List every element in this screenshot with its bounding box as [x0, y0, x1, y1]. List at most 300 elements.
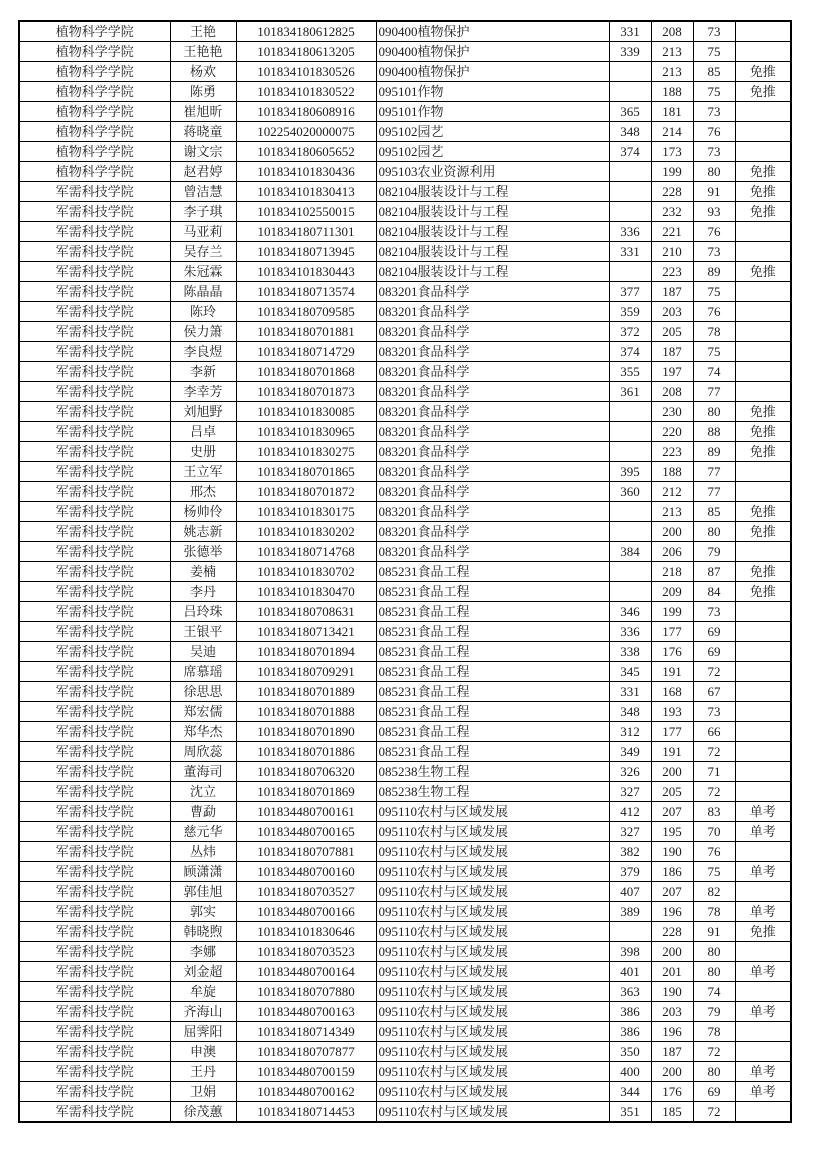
cell-candidate-id: 101834101830443 [236, 262, 376, 282]
cell-program: 082104服装设计与工程 [376, 262, 609, 282]
cell-program: 095110农村与区域发展 [376, 1022, 609, 1042]
cell-college: 植物科学学院 [19, 62, 170, 82]
cell-program: 095110农村与区域发展 [376, 1062, 609, 1082]
cell-remark [735, 742, 791, 762]
cell-score-2: 201 [651, 962, 693, 982]
cell-remark [735, 662, 791, 682]
cell-remark: 免推 [735, 522, 791, 542]
cell-score-1: 374 [609, 142, 651, 162]
cell-score-1: 336 [609, 222, 651, 242]
cell-name: 陈晶晶 [170, 282, 236, 302]
table-row [19, 102, 791, 122]
cell-remark: 单考 [735, 962, 791, 982]
cell-program: 085231食品工程 [376, 722, 609, 742]
cell-college: 军需科技学院 [19, 582, 170, 602]
table-body [19, 21, 791, 1122]
cell-candidate-id: 101834180701865 [236, 462, 376, 482]
cell-college: 军需科技学院 [19, 422, 170, 442]
cell-candidate-id: 101834180714453 [236, 1102, 376, 1123]
cell-score-1: 398 [609, 942, 651, 962]
cell-college: 军需科技学院 [19, 842, 170, 862]
table-row [19, 362, 791, 382]
cell-program: 085231食品工程 [376, 582, 609, 602]
cell-score-3: 91 [693, 922, 735, 942]
cell-score-2: 230 [651, 402, 693, 422]
cell-college: 植物科学学院 [19, 142, 170, 162]
cell-remark: 免推 [735, 162, 791, 182]
cell-name: 申澳 [170, 1042, 236, 1062]
cell-candidate-id: 101834180713574 [236, 282, 376, 302]
cell-score-1: 336 [609, 622, 651, 642]
cell-candidate-id: 101834180707880 [236, 982, 376, 1002]
cell-remark [735, 102, 791, 122]
cell-candidate-id: 101834480700164 [236, 962, 376, 982]
cell-remark: 免推 [735, 62, 791, 82]
cell-program: 083201食品科学 [376, 522, 609, 542]
cell-remark [735, 342, 791, 362]
cell-score-1 [609, 582, 651, 602]
cell-name: 韩晓煦 [170, 922, 236, 942]
cell-program: 095102园艺 [376, 142, 609, 162]
cell-name: 徐思思 [170, 682, 236, 702]
cell-score-2: 221 [651, 222, 693, 242]
cell-remark [735, 642, 791, 662]
table-row [19, 922, 791, 942]
cell-program: 085231食品工程 [376, 642, 609, 662]
cell-program: 090400植物保护 [376, 62, 609, 82]
cell-score-2: 191 [651, 662, 693, 682]
cell-score-2: 188 [651, 462, 693, 482]
table-row [19, 482, 791, 502]
cell-score-1: 355 [609, 362, 651, 382]
cell-program: 083201食品科学 [376, 342, 609, 362]
cell-score-1 [609, 442, 651, 462]
table-row [19, 862, 791, 882]
cell-name: 徐茂蕙 [170, 1102, 236, 1123]
cell-college: 军需科技学院 [19, 742, 170, 762]
cell-score-2: 190 [651, 842, 693, 862]
table-row [19, 42, 791, 62]
cell-name: 李新 [170, 362, 236, 382]
table-row [19, 562, 791, 582]
cell-score-1: 349 [609, 742, 651, 762]
cell-score-1: 361 [609, 382, 651, 402]
cell-program: 083201食品科学 [376, 422, 609, 442]
cell-score-3: 73 [693, 242, 735, 262]
cell-candidate-id: 101834180713945 [236, 242, 376, 262]
cell-score-2: 205 [651, 782, 693, 802]
table-row [19, 682, 791, 702]
cell-score-3: 69 [693, 622, 735, 642]
cell-remark: 单考 [735, 862, 791, 882]
table-row [19, 142, 791, 162]
cell-score-1 [609, 522, 651, 542]
cell-name: 丛炜 [170, 842, 236, 862]
cell-remark [735, 782, 791, 802]
table-row [19, 962, 791, 982]
cell-score-2: 223 [651, 442, 693, 462]
cell-remark: 免推 [735, 442, 791, 462]
table-row [19, 322, 791, 342]
cell-college: 军需科技学院 [19, 382, 170, 402]
cell-name: 李幸芳 [170, 382, 236, 402]
cell-college: 军需科技学院 [19, 242, 170, 262]
cell-remark [735, 142, 791, 162]
table-row [19, 722, 791, 742]
table-row [19, 122, 791, 142]
table-row [19, 282, 791, 302]
cell-program: 095110农村与区域发展 [376, 902, 609, 922]
cell-name: 崔旭昕 [170, 102, 236, 122]
cell-college: 军需科技学院 [19, 822, 170, 842]
cell-college: 军需科技学院 [19, 682, 170, 702]
table-row [19, 202, 791, 222]
cell-candidate-id: 101834480700166 [236, 902, 376, 922]
cell-score-2: 181 [651, 102, 693, 122]
cell-name: 曾洁慧 [170, 182, 236, 202]
cell-score-3: 67 [693, 682, 735, 702]
admission-records-table [18, 20, 792, 1123]
cell-score-2: 199 [651, 602, 693, 622]
cell-college: 军需科技学院 [19, 562, 170, 582]
cell-score-1: 339 [609, 42, 651, 62]
cell-score-1 [609, 922, 651, 942]
cell-score-1: 384 [609, 542, 651, 562]
table-row [19, 982, 791, 1002]
cell-score-1: 382 [609, 842, 651, 862]
cell-program: 095101作物 [376, 102, 609, 122]
cell-score-1 [609, 422, 651, 442]
cell-remark: 免推 [735, 562, 791, 582]
cell-score-2: 228 [651, 922, 693, 942]
cell-candidate-id: 101834180701868 [236, 362, 376, 382]
cell-score-2: 186 [651, 862, 693, 882]
cell-college: 军需科技学院 [19, 182, 170, 202]
cell-score-2: 220 [651, 422, 693, 442]
cell-college: 植物科学学院 [19, 102, 170, 122]
cell-score-3: 73 [693, 702, 735, 722]
cell-score-2: 214 [651, 122, 693, 142]
cell-remark [735, 762, 791, 782]
cell-program: 082104服装设计与工程 [376, 202, 609, 222]
cell-score-3: 85 [693, 62, 735, 82]
cell-score-3: 74 [693, 362, 735, 382]
cell-college: 植物科学学院 [19, 82, 170, 102]
cell-candidate-id: 101834180701889 [236, 682, 376, 702]
cell-college: 军需科技学院 [19, 762, 170, 782]
cell-remark: 单考 [735, 1082, 791, 1102]
cell-score-2: 176 [651, 1082, 693, 1102]
cell-college: 军需科技学院 [19, 722, 170, 742]
cell-college: 军需科技学院 [19, 1062, 170, 1082]
cell-name: 郑华杰 [170, 722, 236, 742]
cell-score-2: 203 [651, 302, 693, 322]
cell-score-3: 80 [693, 402, 735, 422]
cell-score-2: 213 [651, 42, 693, 62]
cell-program: 095110农村与区域发展 [376, 882, 609, 902]
cell-candidate-id: 101834480700161 [236, 802, 376, 822]
cell-name: 张德举 [170, 542, 236, 562]
table-row [19, 822, 791, 842]
cell-program: 095110农村与区域发展 [376, 802, 609, 822]
table-row [19, 1042, 791, 1062]
cell-score-2: 223 [651, 262, 693, 282]
cell-name: 杨帅伶 [170, 502, 236, 522]
table-row [19, 1022, 791, 1042]
cell-college: 军需科技学院 [19, 662, 170, 682]
cell-score-1: 395 [609, 462, 651, 482]
cell-college: 军需科技学院 [19, 222, 170, 242]
table-row [19, 882, 791, 902]
cell-program: 085238生物工程 [376, 782, 609, 802]
table-row [19, 782, 791, 802]
table-row [19, 402, 791, 422]
cell-candidate-id: 101834180701869 [236, 782, 376, 802]
cell-program: 095110农村与区域发展 [376, 982, 609, 1002]
cell-college: 军需科技学院 [19, 302, 170, 322]
cell-score-3: 77 [693, 382, 735, 402]
cell-score-3: 76 [693, 122, 735, 142]
cell-score-2: 196 [651, 902, 693, 922]
cell-score-2: 208 [651, 382, 693, 402]
cell-score-1: 359 [609, 302, 651, 322]
cell-score-3: 71 [693, 762, 735, 782]
cell-score-3: 77 [693, 462, 735, 482]
cell-score-2: 200 [651, 1062, 693, 1082]
cell-program: 083201食品科学 [376, 382, 609, 402]
cell-program: 083201食品科学 [376, 322, 609, 342]
cell-remark: 免推 [735, 422, 791, 442]
cell-remark [735, 1022, 791, 1042]
cell-name: 吴迪 [170, 642, 236, 662]
cell-score-3: 80 [693, 1062, 735, 1082]
cell-score-3: 72 [693, 1102, 735, 1123]
cell-candidate-id: 101834101830202 [236, 522, 376, 542]
cell-remark [735, 602, 791, 622]
cell-candidate-id: 101834180714729 [236, 342, 376, 362]
cell-score-1: 350 [609, 1042, 651, 1062]
table-row [19, 462, 791, 482]
cell-name: 姚志新 [170, 522, 236, 542]
cell-name: 吴存兰 [170, 242, 236, 262]
cell-college: 军需科技学院 [19, 802, 170, 822]
cell-program: 083201食品科学 [376, 442, 609, 462]
table-row [19, 522, 791, 542]
cell-remark [735, 242, 791, 262]
cell-score-1: 327 [609, 782, 651, 802]
cell-score-1: 372 [609, 322, 651, 342]
cell-name: 顾潇潇 [170, 862, 236, 882]
cell-score-1 [609, 182, 651, 202]
cell-score-3: 84 [693, 582, 735, 602]
cell-program: 082104服装设计与工程 [376, 242, 609, 262]
cell-program: 095110农村与区域发展 [376, 1002, 609, 1022]
cell-score-3: 83 [693, 802, 735, 822]
cell-candidate-id: 101834102550015 [236, 202, 376, 222]
table-row [19, 1082, 791, 1102]
table-row [19, 842, 791, 862]
cell-score-3: 66 [693, 722, 735, 742]
cell-candidate-id: 101834101830470 [236, 582, 376, 602]
cell-name: 李娜 [170, 942, 236, 962]
cell-score-1 [609, 202, 651, 222]
cell-score-1: 365 [609, 102, 651, 122]
cell-name: 王银平 [170, 622, 236, 642]
cell-score-3: 78 [693, 322, 735, 342]
cell-score-1: 331 [609, 682, 651, 702]
cell-score-2: 190 [651, 982, 693, 1002]
table-row [19, 662, 791, 682]
cell-college: 军需科技学院 [19, 282, 170, 302]
cell-remark [735, 982, 791, 1002]
table-row [19, 702, 791, 722]
cell-candidate-id: 101834180613205 [236, 42, 376, 62]
cell-name: 侯力箫 [170, 322, 236, 342]
cell-candidate-id: 101834180701886 [236, 742, 376, 762]
cell-score-2: 200 [651, 522, 693, 542]
cell-program: 090400植物保护 [376, 21, 609, 42]
cell-college: 军需科技学院 [19, 882, 170, 902]
cell-college: 军需科技学院 [19, 902, 170, 922]
cell-score-1: 379 [609, 862, 651, 882]
cell-score-1: 351 [609, 1102, 651, 1123]
table-row [19, 582, 791, 602]
cell-name: 陈勇 [170, 82, 236, 102]
cell-score-2: 207 [651, 882, 693, 902]
cell-program: 083201食品科学 [376, 362, 609, 382]
cell-remark [735, 362, 791, 382]
cell-score-3: 78 [693, 902, 735, 922]
cell-score-3: 79 [693, 1002, 735, 1022]
cell-score-2: 193 [651, 702, 693, 722]
cell-name: 陈玲 [170, 302, 236, 322]
cell-program: 095110农村与区域发展 [376, 822, 609, 842]
cell-score-1 [609, 402, 651, 422]
cell-score-3: 75 [693, 862, 735, 882]
cell-score-1: 377 [609, 282, 651, 302]
cell-remark: 免推 [735, 502, 791, 522]
cell-name: 史册 [170, 442, 236, 462]
cell-name: 周欣蕊 [170, 742, 236, 762]
table-row [19, 222, 791, 242]
cell-program: 085231食品工程 [376, 602, 609, 622]
cell-college: 军需科技学院 [19, 642, 170, 662]
cell-college: 军需科技学院 [19, 362, 170, 382]
cell-score-3: 89 [693, 262, 735, 282]
cell-name: 董海司 [170, 762, 236, 782]
cell-score-3: 87 [693, 562, 735, 582]
cell-program: 085238生物工程 [376, 762, 609, 782]
cell-score-1 [609, 262, 651, 282]
cell-score-3: 78 [693, 1022, 735, 1042]
cell-college: 军需科技学院 [19, 602, 170, 622]
cell-score-2: 206 [651, 542, 693, 562]
cell-remark [735, 702, 791, 722]
cell-remark: 单考 [735, 902, 791, 922]
cell-score-1: 407 [609, 882, 651, 902]
cell-score-1: 327 [609, 822, 651, 842]
cell-score-2: 210 [651, 242, 693, 262]
cell-score-1: 312 [609, 722, 651, 742]
cell-candidate-id: 101834180714768 [236, 542, 376, 562]
cell-name: 曹勐 [170, 802, 236, 822]
cell-name: 沈立 [170, 782, 236, 802]
cell-candidate-id: 101834101830436 [236, 162, 376, 182]
cell-college: 军需科技学院 [19, 782, 170, 802]
cell-score-2: 199 [651, 162, 693, 182]
cell-college: 军需科技学院 [19, 442, 170, 462]
cell-candidate-id: 101834101830175 [236, 502, 376, 522]
cell-score-1 [609, 562, 651, 582]
cell-college: 军需科技学院 [19, 1102, 170, 1123]
table-row [19, 242, 791, 262]
cell-college: 军需科技学院 [19, 462, 170, 482]
cell-remark: 免推 [735, 402, 791, 422]
cell-score-3: 80 [693, 942, 735, 962]
cell-score-1: 401 [609, 962, 651, 982]
cell-score-3: 76 [693, 222, 735, 242]
cell-program: 083201食品科学 [376, 502, 609, 522]
table-row [19, 622, 791, 642]
cell-score-1: 386 [609, 1002, 651, 1022]
cell-college: 军需科技学院 [19, 522, 170, 542]
cell-score-2: 177 [651, 722, 693, 742]
cell-score-3: 73 [693, 102, 735, 122]
cell-candidate-id: 101834180707881 [236, 842, 376, 862]
cell-remark: 免推 [735, 922, 791, 942]
table-row [19, 182, 791, 202]
table-row [19, 1062, 791, 1082]
cell-score-1 [609, 62, 651, 82]
cell-score-2: 208 [651, 21, 693, 42]
cell-name: 牟旋 [170, 982, 236, 1002]
cell-score-2: 232 [651, 202, 693, 222]
cell-candidate-id: 101834180709291 [236, 662, 376, 682]
cell-score-2: 173 [651, 142, 693, 162]
cell-score-3: 74 [693, 982, 735, 1002]
cell-remark: 免推 [735, 582, 791, 602]
cell-score-2: 168 [651, 682, 693, 702]
table-row [19, 382, 791, 402]
table-row [19, 502, 791, 522]
cell-college: 植物科学学院 [19, 122, 170, 142]
table-row [19, 302, 791, 322]
cell-score-2: 200 [651, 762, 693, 782]
cell-program: 095110农村与区域发展 [376, 862, 609, 882]
cell-score-2: 218 [651, 562, 693, 582]
cell-name: 郭实 [170, 902, 236, 922]
cell-name: 慈元华 [170, 822, 236, 842]
cell-name: 邢杰 [170, 482, 236, 502]
cell-program: 082104服装设计与工程 [376, 182, 609, 202]
cell-candidate-id: 101834180701894 [236, 642, 376, 662]
cell-remark [735, 122, 791, 142]
cell-college: 军需科技学院 [19, 502, 170, 522]
table-row [19, 21, 791, 42]
table-row [19, 762, 791, 782]
cell-remark: 免推 [735, 262, 791, 282]
cell-name: 马亚莉 [170, 222, 236, 242]
cell-candidate-id: 101834180612825 [236, 21, 376, 42]
cell-score-2: 213 [651, 502, 693, 522]
cell-remark [735, 622, 791, 642]
cell-score-1: 400 [609, 1062, 651, 1082]
cell-score-3: 79 [693, 542, 735, 562]
cell-candidate-id: 101834480700162 [236, 1082, 376, 1102]
cell-program: 083201食品科学 [376, 482, 609, 502]
cell-score-3: 82 [693, 882, 735, 902]
cell-college: 植物科学学院 [19, 162, 170, 182]
